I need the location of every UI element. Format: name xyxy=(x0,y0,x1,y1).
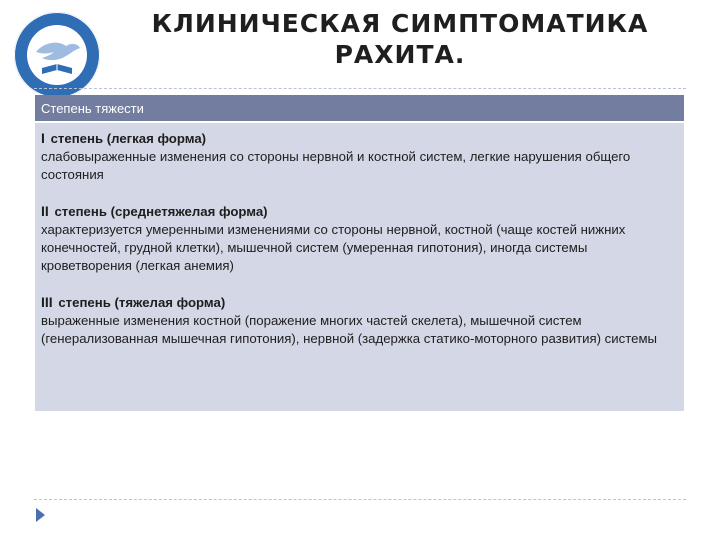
roman-numeral: III xyxy=(41,294,53,310)
section-heading xyxy=(41,202,676,221)
section-title: степень (легкая форма) xyxy=(50,131,207,146)
severity-table xyxy=(35,95,684,411)
table-body xyxy=(35,123,684,348)
severity-section-2 xyxy=(41,202,676,275)
section-text: выраженные изменения костной (поражение многих частей скелета), мышечной систем (генерализованная мышечная гипотония), нервной (задержка статико-моторного развития) системы xyxy=(41,313,658,346)
section-title: степень (среднетяжелая форма) xyxy=(54,204,268,219)
triangle-bullet-icon xyxy=(36,508,45,522)
section-title: степень (тяжелая форма) xyxy=(58,295,226,310)
severity-section-1 xyxy=(41,129,676,184)
top-divider xyxy=(34,88,686,89)
emblem-logo-icon xyxy=(14,12,100,98)
severity-section-3 xyxy=(41,293,676,348)
table-header: Степень тяжести xyxy=(35,95,684,123)
section-text: слабовыраженные изменения со стороны нервной и костной систем, легкие нарушения общего состояния xyxy=(41,149,631,182)
section-heading xyxy=(41,129,676,148)
section-text: характеризуется умеренными изменениями со стороны нервной, костной (чаще костей нижних конечностей, грудной клетки), мышечной систем (умеренная гипотония), иногда системы кроветворения (легкая анемия) xyxy=(41,222,626,273)
page-title: КЛИНИЧЕСКАЯ СИМПТОМАТИКА РАХИТА. xyxy=(151,9,649,69)
bottom-divider xyxy=(34,499,686,500)
roman-numeral: I xyxy=(41,130,45,146)
section-heading xyxy=(41,293,676,312)
roman-numeral: II xyxy=(41,203,49,219)
